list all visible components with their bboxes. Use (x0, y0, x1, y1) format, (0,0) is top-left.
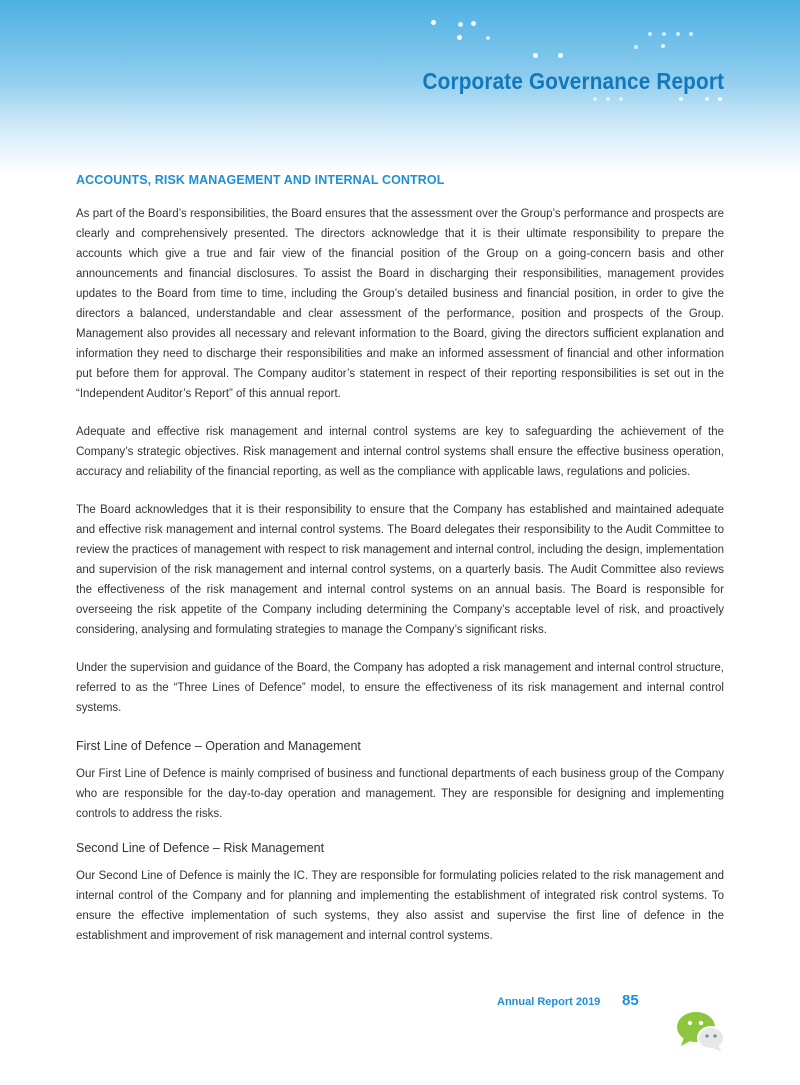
chat-bubbles-icon (676, 1010, 726, 1054)
decorative-dot (458, 22, 463, 27)
decorative-dot (619, 97, 623, 101)
subsection-heading: Second Line of Defence – Risk Management (76, 841, 325, 855)
decorative-dot (705, 97, 709, 101)
section-heading: ACCOUNTS, RISK MANAGEMENT AND INTERNAL CONTROL (76, 173, 445, 187)
decorative-dot (661, 44, 665, 48)
decorative-dot (533, 53, 538, 58)
decorative-dot (486, 36, 490, 40)
subsection-paragraph: Our First Line of Defence is mainly comprised of business and functional departments of each business group of the Company who are responsible for the day-to-day operation and management. They are responsible for designing and implementing controls to address the risks. (76, 768, 724, 820)
decorative-dot (718, 97, 722, 101)
body-paragraph: Under the supervision and guidance of the Board, the Company has adopted a risk management and internal control structure, referred to as the “Three Lines of Defence” model, to ensure the effectiveness of its risk management and internal control systems. (76, 662, 724, 714)
page-number: 85 (622, 992, 639, 1009)
decorative-dot (471, 21, 476, 26)
decorative-dot (662, 32, 666, 36)
decorative-dot (457, 35, 462, 40)
decorative-dot (689, 32, 693, 36)
footer-report-label: Annual Report 2019 (497, 996, 601, 1008)
body-paragraph: As part of the Board’s responsibilities, the Board ensures that the assessment over the Group’s performance and prospects are clearly and comprehensively presented. The directors acknowledge that it is their ultimate responsibility to prepare the accounts which give a true and fair view of the financial position of the Group on a going-concern basis and other announcements and financial disclosures. To assist the Board in discharging their responsibilities, management provides updates to the Board from time to time, including the Group’s detailed business and financial position, in order to give the directors a balanced, understandable and clear assessment of the performance, position and prospects of the Group. Management also provides all necessary and relevant information to the Board, giving the directors sufficient explanation and information they need to discharge their responsibilities and make an informed assessment of financial and other information put before them for approval. The Company auditor’s statement in respect of their reporting responsibilities is set out in the “Independent Auditor’s Report” of this annual report. (76, 208, 724, 400)
decorative-dot (679, 97, 683, 101)
subsection-heading: First Line of Defence – Operation and Management (76, 739, 361, 753)
decorative-dot (593, 97, 597, 101)
subsection-paragraph: Our Second Line of Defence is mainly the IC. They are responsible for formulating policies related to the risk management and internal control of the Company and for planning and implementing the establishment of integrated risk control systems. To ensure the effective implementation of such systems, they also assist and supervise the first line of defence in the establishment and improvement of risk management and internal control systems. (76, 870, 724, 942)
decorative-dot (431, 20, 436, 25)
body-paragraph: The Board acknowledges that it is their responsibility to ensure that the Company has established and maintained adequate and effective risk management and internal control systems. The Board delegates their responsibility to the Audit Committee to review the practices of management with respect to risk management and internal control, including the design, implementation and supervision of the risk management and internal control systems, on a quarterly basis. The Audit Committee also reviews the effectiveness of the risk management and internal control systems on an annual basis. The Board is responsible for overseeing the risk appetite of the Company including determining the Company’s acceptable level of risk, and proactively considering, analysing and formulating strategies to manage the Company’s significant risks. (76, 504, 724, 636)
main-content (76, 170, 724, 960)
body-paragraph: Adequate and effective risk management and internal control systems are key to safeguarding the achievement of the Company’s strategic objectives. Risk management and internal control systems shall ensure the effective business operation, accuracy and reliability of the financial reporting, as well as the compliance with applicable laws, regulations and policies. (76, 426, 724, 478)
decorative-dot (558, 53, 563, 58)
decorative-dot (648, 32, 652, 36)
page-title: Corporate Governance Report (422, 68, 724, 94)
decorative-dot (676, 32, 680, 36)
decorative-dot (606, 97, 610, 101)
decorative-dot (634, 45, 638, 49)
